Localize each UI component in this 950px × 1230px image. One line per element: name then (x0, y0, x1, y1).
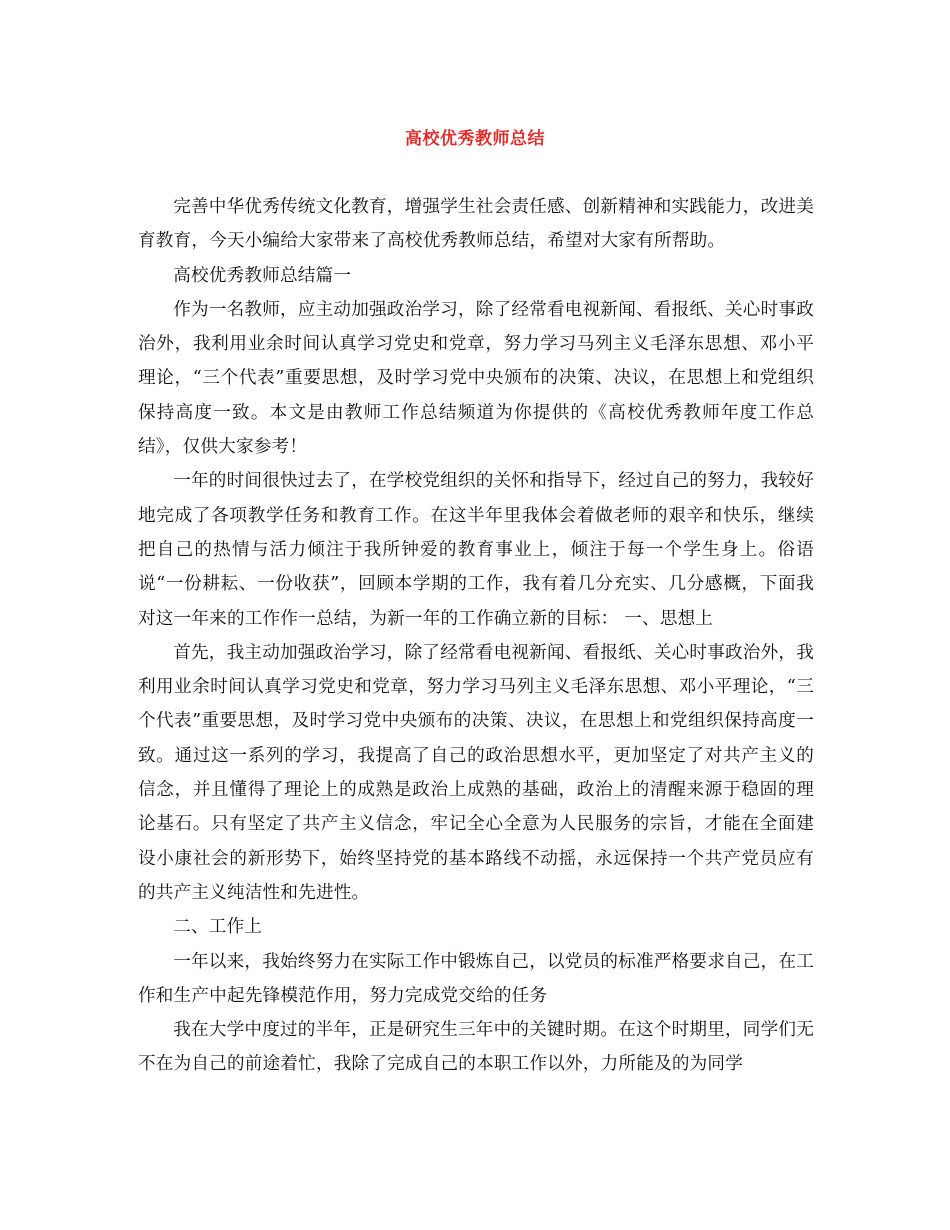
body-paragraph: 一年以来，我始终努力在实际工作中锻炼自己，以党员的标准严格要求自己，在工作和生产中起先锋模范作用，努力完成党交给的任务 (138, 951, 814, 1006)
document-title: 高校优秀教师总结 (405, 129, 545, 149)
section-heading: 高校优秀教师总结篇一 (173, 265, 352, 286)
section-heading: 二、工作上 (173, 917, 263, 938)
intro-paragraph: 完善中华优秀传统文化教育，增强学生社会责任感、创新精神和实践能力，改进美育教育，今天小编给大家带来了高校优秀教师总结，希望对大家有所帮助。 (138, 197, 814, 252)
body-paragraph: 我在大学中度过的半年，正是研究生三年中的关键时期。在这个时期里，同学们无不在为自己的前途着忙，我除了完成自己的本职工作以外，力所能及的为同学 (138, 1020, 814, 1075)
body-paragraph: 作为一名教师，应主动加强政治学习，除了经常看电视新闻、看报纸、关心时事政治外，我利用业余时间认真学习党史和党章，努力学习马列主义毛泽东思想、邓小平理论，“三个代表”重要思想，及时学习党中央颁布的决策、决议，在思想上和党组织保持高度一致。本文是由教师工作总结频道为你提供的《高校优秀教师年度工作总结》，仅供大家参考！ (138, 299, 814, 458)
document-body (138, 190, 814, 1082)
body-paragraph: 首先，我主动加强政治学习，除了经常看电视新闻、看报纸、关心时事政治外，我利用业余时间认真学习党史和党章，努力学习马列主义毛泽东思想、邓小平理论，“三个代表”重要思想，及时学习党中央颁布的决策、决议，在思想上和党组织保持高度一致。通过这一系列的学习，我提高了自己的政治思想水平，更加坚定了对共产主义的信念，并且懂得了理论上的成熟是政治上成熟的基础，政治上的清醒来源于稳固的理论基石。只有坚定了共产主义信念，牢记全心全意为人民服务的宗旨，才能在全面建设小康社会的新形势下，始终坚持党的基本路线不动摇，永远保持一个共产党员应有的共产主义纯洁性和先进性。 (138, 642, 814, 903)
body-paragraph: 一年的时间很快过去了，在学校党组织的关怀和指导下，经过自己的努力，我较好地完成了各项教学任务和教育工作。在这半年里我体会着做老师的艰辛和快乐，继续把自己的热情与活力倾注于我所钟爱的教育事业上，倾注于每一个学生身上。俗语说“一份耕耘、一份收获”，回顾本学期的工作，我有着几分充实、几分感概，下面我对这一年来的工作作一总结，为新一年的工作确立新的目标： 一、思想上 (138, 471, 814, 629)
